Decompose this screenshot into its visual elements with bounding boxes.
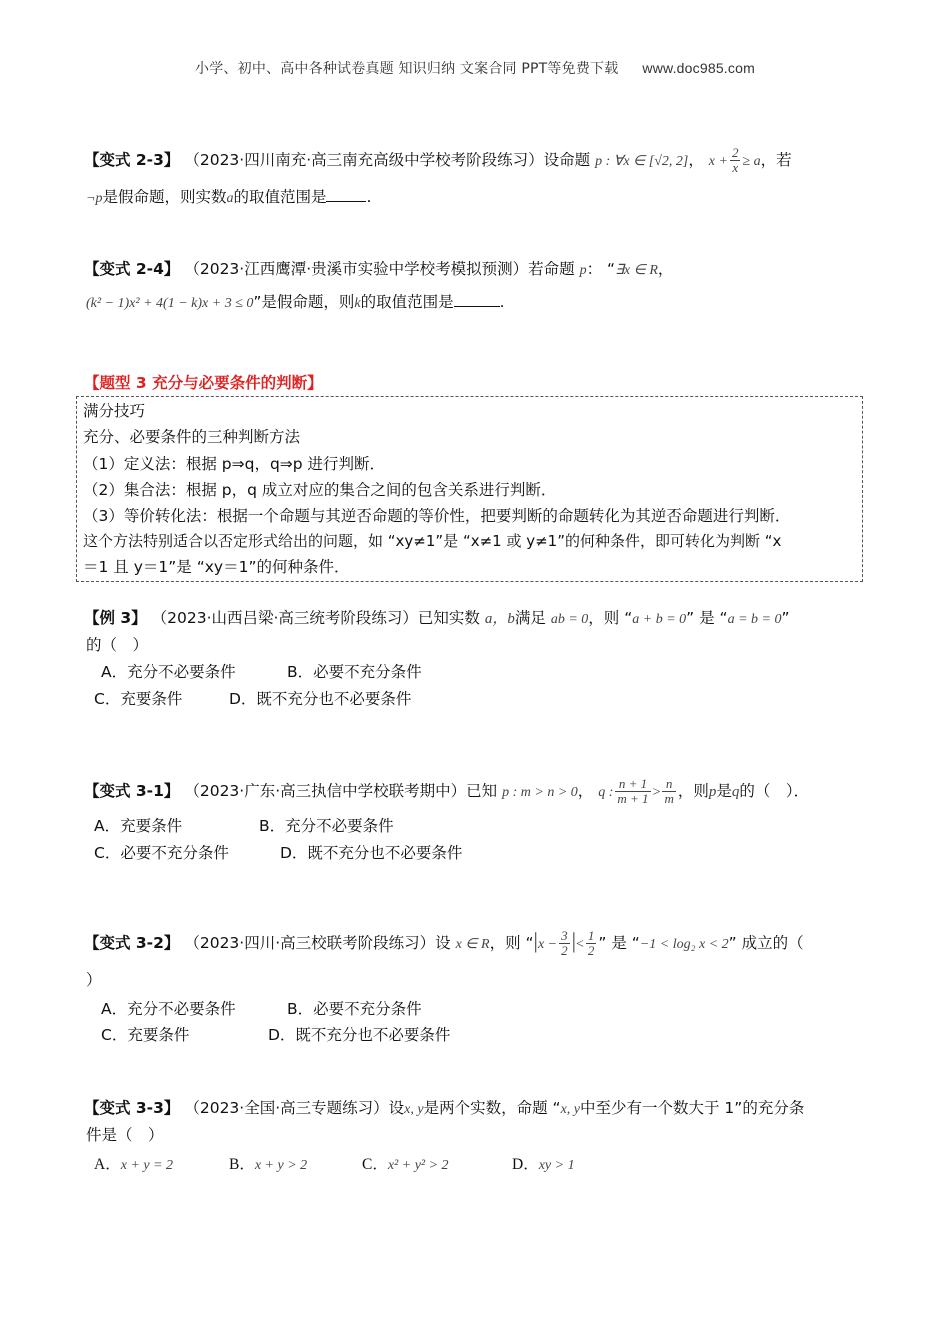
option-b[interactable]: B．必要不充分条件: [287, 1000, 422, 1018]
text: 的（ ）．: [739, 782, 810, 800]
question-2-4-line2: [86, 291, 505, 315]
page-header: [0, 58, 950, 78]
text: .: [366, 188, 372, 206]
question-tag: 【例 3】: [84, 609, 147, 627]
math-a: a: [226, 191, 234, 206]
frac-den: 2: [587, 943, 595, 958]
tips-line: 充分、必要条件的三种判断方法: [83, 428, 301, 446]
math-x-in-r: x ∈ R: [455, 937, 490, 952]
option-math: x + y = 2: [120, 1158, 174, 1173]
math-q: q: [731, 784, 740, 800]
math-p-expr: p : ∀x ∈ [√2, 2]: [595, 154, 689, 169]
text: 是: [716, 782, 732, 800]
frac-den: m + 1: [617, 791, 649, 806]
question-3-2-line2: ）: [86, 971, 102, 989]
text: ，: [657, 260, 674, 278]
math-fraction: [559, 929, 570, 958]
math-fraction: [586, 929, 597, 958]
math-vars: a，b: [484, 611, 515, 627]
math-ineq-left: x +: [708, 154, 728, 169]
option-c[interactable]: C．必要不充分条件: [94, 844, 229, 862]
math-xy: x, y: [560, 1102, 580, 1117]
frac-num: n: [662, 777, 675, 792]
math-fraction: [662, 777, 675, 806]
option-c[interactable]: C．充要条件: [101, 1026, 190, 1044]
header-text: 小学、初中、高中各种试卷真题 知识归纳 文案合同 PPT等免费下载: [195, 61, 619, 77]
math-expr: (k² − 1)x² + 4(1 − k)x + 3 ≤ 0: [86, 296, 254, 311]
frac-num: n + 1: [615, 777, 650, 792]
math-p: p: [708, 784, 717, 800]
tips-heading: 满分技巧: [83, 402, 146, 420]
frac-num: 3: [561, 928, 568, 943]
option-math: xy > 1: [538, 1158, 575, 1173]
text: “: [607, 260, 616, 278]
option-a[interactable]: A．充分不必要条件: [101, 1000, 236, 1018]
question-tag: 【变式 2-4】: [84, 260, 180, 278]
math-k: k: [354, 296, 361, 311]
text: 是两个实数，命题 “: [423, 1099, 561, 1117]
question-source: （2023·四川南充·高三南充高级中学校考阶段练习）设命题: [184, 151, 591, 169]
option-math: x² + y² > 2: [387, 1158, 449, 1173]
text: ” 成立的（: [728, 934, 804, 952]
option-letter: C．: [362, 1156, 388, 1173]
text: ，则 “: [588, 609, 633, 627]
math-fraction: [615, 777, 650, 806]
text: ，则: [677, 782, 709, 800]
math-xy: x, y: [404, 1102, 424, 1117]
tips-box: [76, 396, 863, 582]
text: 的取值范围是: [360, 293, 454, 311]
option-math: x + y > 2: [254, 1158, 308, 1173]
math-p-expr: p : m > n > 0: [502, 785, 578, 800]
frac-den: 2: [561, 943, 568, 958]
text-tail: ，若: [760, 151, 792, 169]
question-source: （2023·江西鹰潭·贵溪市实验中学校考模拟预测）若命题: [184, 260, 575, 278]
math-abs-x: x −: [537, 937, 558, 952]
question-source: （2023·山西吕梁·高三统考阶段练习）已知实数: [151, 609, 480, 627]
text: ”: [781, 609, 790, 627]
answer-blank[interactable]: [454, 292, 500, 307]
math-expr: a + b = 0: [632, 612, 687, 627]
text: ，则 “: [489, 934, 534, 952]
question-3-1-line1: [84, 777, 809, 806]
tips-line: （1）定义法：根据 p⇒q，q⇒p 进行判断．: [83, 455, 386, 473]
text: .: [499, 293, 505, 311]
option-a[interactable]: A．充要条件: [94, 817, 183, 835]
option-b[interactable]: B．充分不必要条件: [259, 817, 394, 835]
question-3-2-line1: [84, 929, 804, 958]
question-3-3-line1: [84, 1097, 804, 1121]
option-d[interactable]: D．既不充分也不必要条件: [280, 844, 463, 862]
abs-bar-right: |: [571, 928, 577, 953]
question-source: （2023·全国·高三专题练习）设: [184, 1099, 405, 1117]
question-source: （2023·广东·高三执信中学校联考期中）已知: [184, 782, 498, 800]
tips-line: （2）集合法：根据 p，q 成立对应的集合之间的包含关系进行判断．: [83, 481, 557, 499]
math-log-expr: −1 < log₂ x < 2: [639, 937, 729, 952]
option-letter: B．: [229, 1156, 255, 1173]
question-tag: 【变式 3-2】: [84, 934, 180, 952]
math-fraction: [730, 146, 741, 175]
text: ：: [586, 260, 603, 278]
tips-line: （3）等价转化法：根据一个命题与其逆否命题的等价性，把要判断的命题转化为其逆否命题进行判断．: [83, 507, 791, 525]
question-2-4-line1: [84, 258, 673, 282]
math-ineq-right: ≥ a: [742, 154, 761, 169]
header-url[interactable]: www.doc985.com: [642, 60, 755, 76]
option-a[interactable]: [94, 1153, 173, 1177]
separator: ，: [688, 151, 704, 169]
math-p: p: [579, 263, 587, 278]
option-c[interactable]: C．充要条件: [94, 690, 183, 708]
section-title: 【题型 3 充分与必要条件的判断】: [84, 374, 323, 392]
math-cond: ab = 0: [550, 612, 589, 627]
math-exists: ∃x ∈ R: [615, 263, 658, 278]
option-d[interactable]: D．既不充分也不必要条件: [268, 1026, 451, 1044]
frac-num: 2: [731, 145, 739, 160]
option-d[interactable]: D．既不充分也不必要条件: [229, 690, 412, 708]
tips-line: 这个方法特别适合以否定形式给出的问题，如 “xy≠1”是 “x≠1 或 y≠1”的何种条件，即可转化为判断 “x: [83, 532, 782, 550]
question-tag: 【变式 3-3】: [84, 1099, 180, 1117]
option-letter: A．: [94, 1156, 121, 1173]
math-neg-p: ¬p: [86, 191, 103, 206]
frac-den: x: [732, 160, 739, 175]
text: 的取值范围是: [233, 188, 327, 206]
question-source: （2023·四川·高三校联考阶段练习）设: [184, 934, 451, 952]
text: ” 是 “: [598, 934, 640, 952]
text: ” 是 “: [686, 609, 728, 627]
math-op: >: [652, 785, 661, 800]
option-b[interactable]: [229, 1153, 307, 1177]
question-tag: 【变式 2-3】: [84, 151, 180, 169]
answer-blank[interactable]: [326, 187, 366, 202]
frac-num: 1: [587, 928, 595, 943]
math-op: <: [576, 937, 584, 952]
math-q-label: q :: [598, 785, 614, 800]
text: ”是假命题，则: [253, 293, 355, 311]
abs-bar-left: |: [533, 928, 538, 953]
question-3-3-line2: 件是（ ）: [86, 1126, 164, 1144]
math-expr: a = b = 0: [727, 612, 782, 627]
frac-den: m: [664, 791, 674, 806]
example-3-line2: 的（ ）: [86, 636, 149, 654]
text: 中至少有一个数大于 1”的充分条: [580, 1099, 805, 1117]
text: 是假命题，则实数: [102, 188, 227, 206]
example-3-line1: [84, 607, 790, 631]
option-a[interactable]: A．充分不必要条件: [101, 663, 236, 681]
text: 满足: [514, 609, 546, 627]
text: ，: [577, 782, 594, 800]
option-d[interactable]: [512, 1153, 575, 1177]
question-2-3-line1: [84, 146, 792, 175]
question-tag: 【变式 3-1】: [84, 782, 180, 800]
option-b[interactable]: B．必要不充分条件: [287, 663, 422, 681]
option-c[interactable]: [362, 1153, 449, 1177]
option-letter: D．: [512, 1156, 539, 1173]
tips-line: ＝1 且 y＝1”是 “xy＝1”的何种条件．: [83, 558, 350, 576]
question-2-3-line2: [86, 186, 371, 210]
